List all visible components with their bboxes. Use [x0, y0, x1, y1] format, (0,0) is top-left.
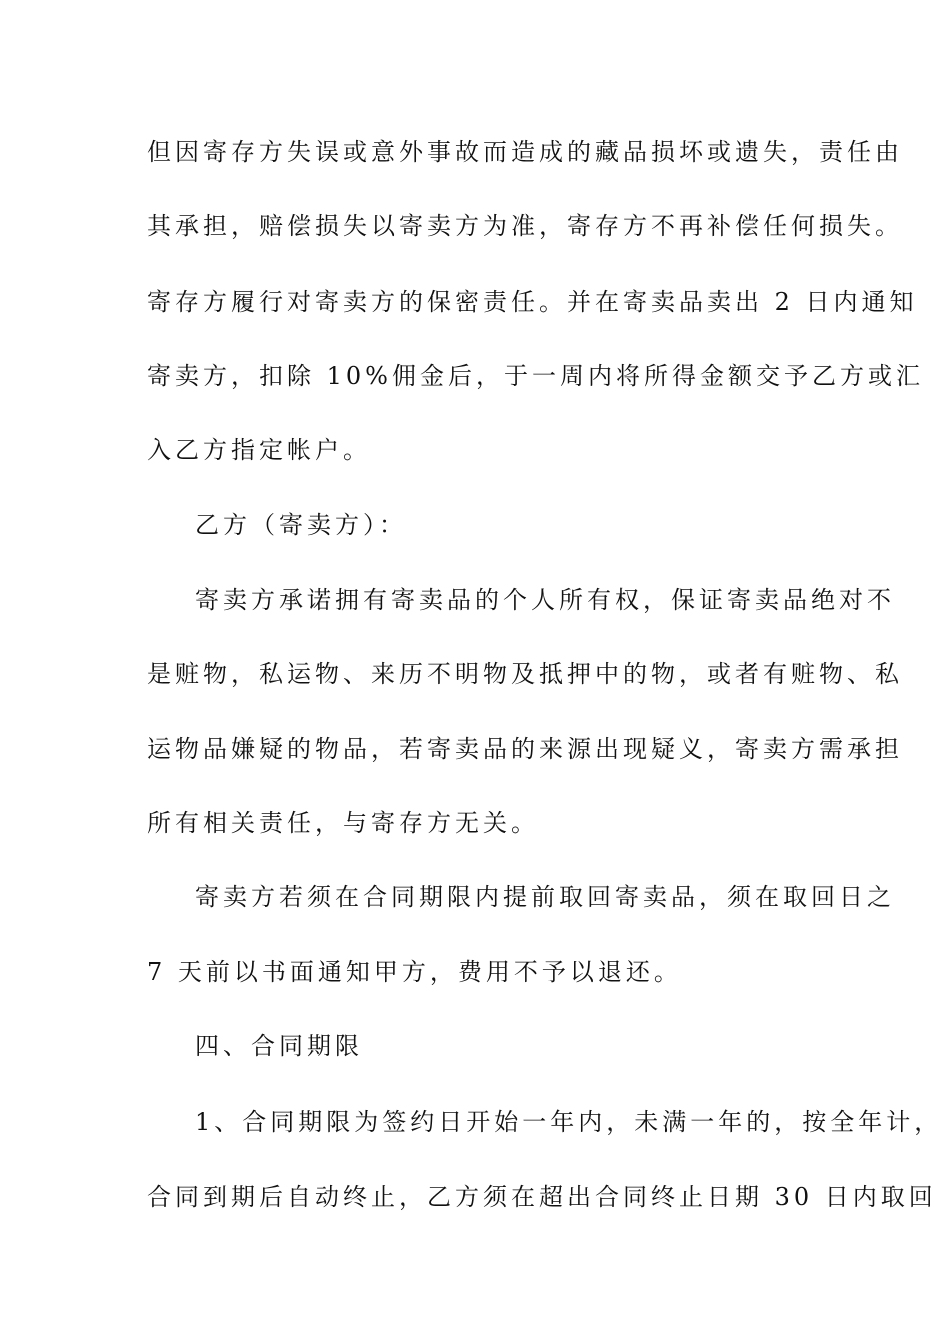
paragraph-line: 是赃物，私运物、来历不明物及抵押中的物，或者有赃物、私: [147, 660, 903, 688]
paragraph-line: 运物品嫌疑的物品，若寄卖品的来源出现疑义，寄卖方需承担: [147, 735, 903, 763]
paragraph-line: 1、合同期限为签约日开始一年内，未满一年的，按全年计，: [195, 1108, 943, 1136]
paragraph-line: 寄卖方，扣除 10%佣金后，于一周内将所得金额交予乙方或汇: [147, 362, 924, 390]
paragraph-line: 入乙方指定帐户。: [147, 436, 371, 464]
paragraph-line: 所有相关责任，与寄存方无关。: [147, 809, 539, 837]
paragraph-line: 合同到期后自动终止，乙方须在超出合同终止日期 30 日内取回: [147, 1183, 937, 1211]
paragraph-line: 7 天前以书面通知甲方，费用不予以退还。: [147, 958, 682, 986]
paragraph-line: 寄卖方若须在合同期限内提前取回寄卖品，须在取回日之: [195, 883, 895, 911]
paragraph-line: 其承担，赔偿损失以寄卖方为准，寄存方不再补偿任何损失。: [147, 212, 903, 240]
paragraph-line: 但因寄存方失误或意外事故而造成的藏品损坏或遗失，责任由: [147, 138, 903, 166]
section-heading: 乙方（寄卖方）：: [195, 511, 407, 539]
paragraph-line: 寄卖方承诺拥有寄卖品的个人所有权，保证寄卖品绝对不: [195, 586, 895, 614]
section-heading: 四、合同期限: [195, 1032, 363, 1060]
paragraph-line: 寄存方履行对寄卖方的保密责任。并在寄卖品卖出 2 日内通知: [147, 288, 918, 316]
